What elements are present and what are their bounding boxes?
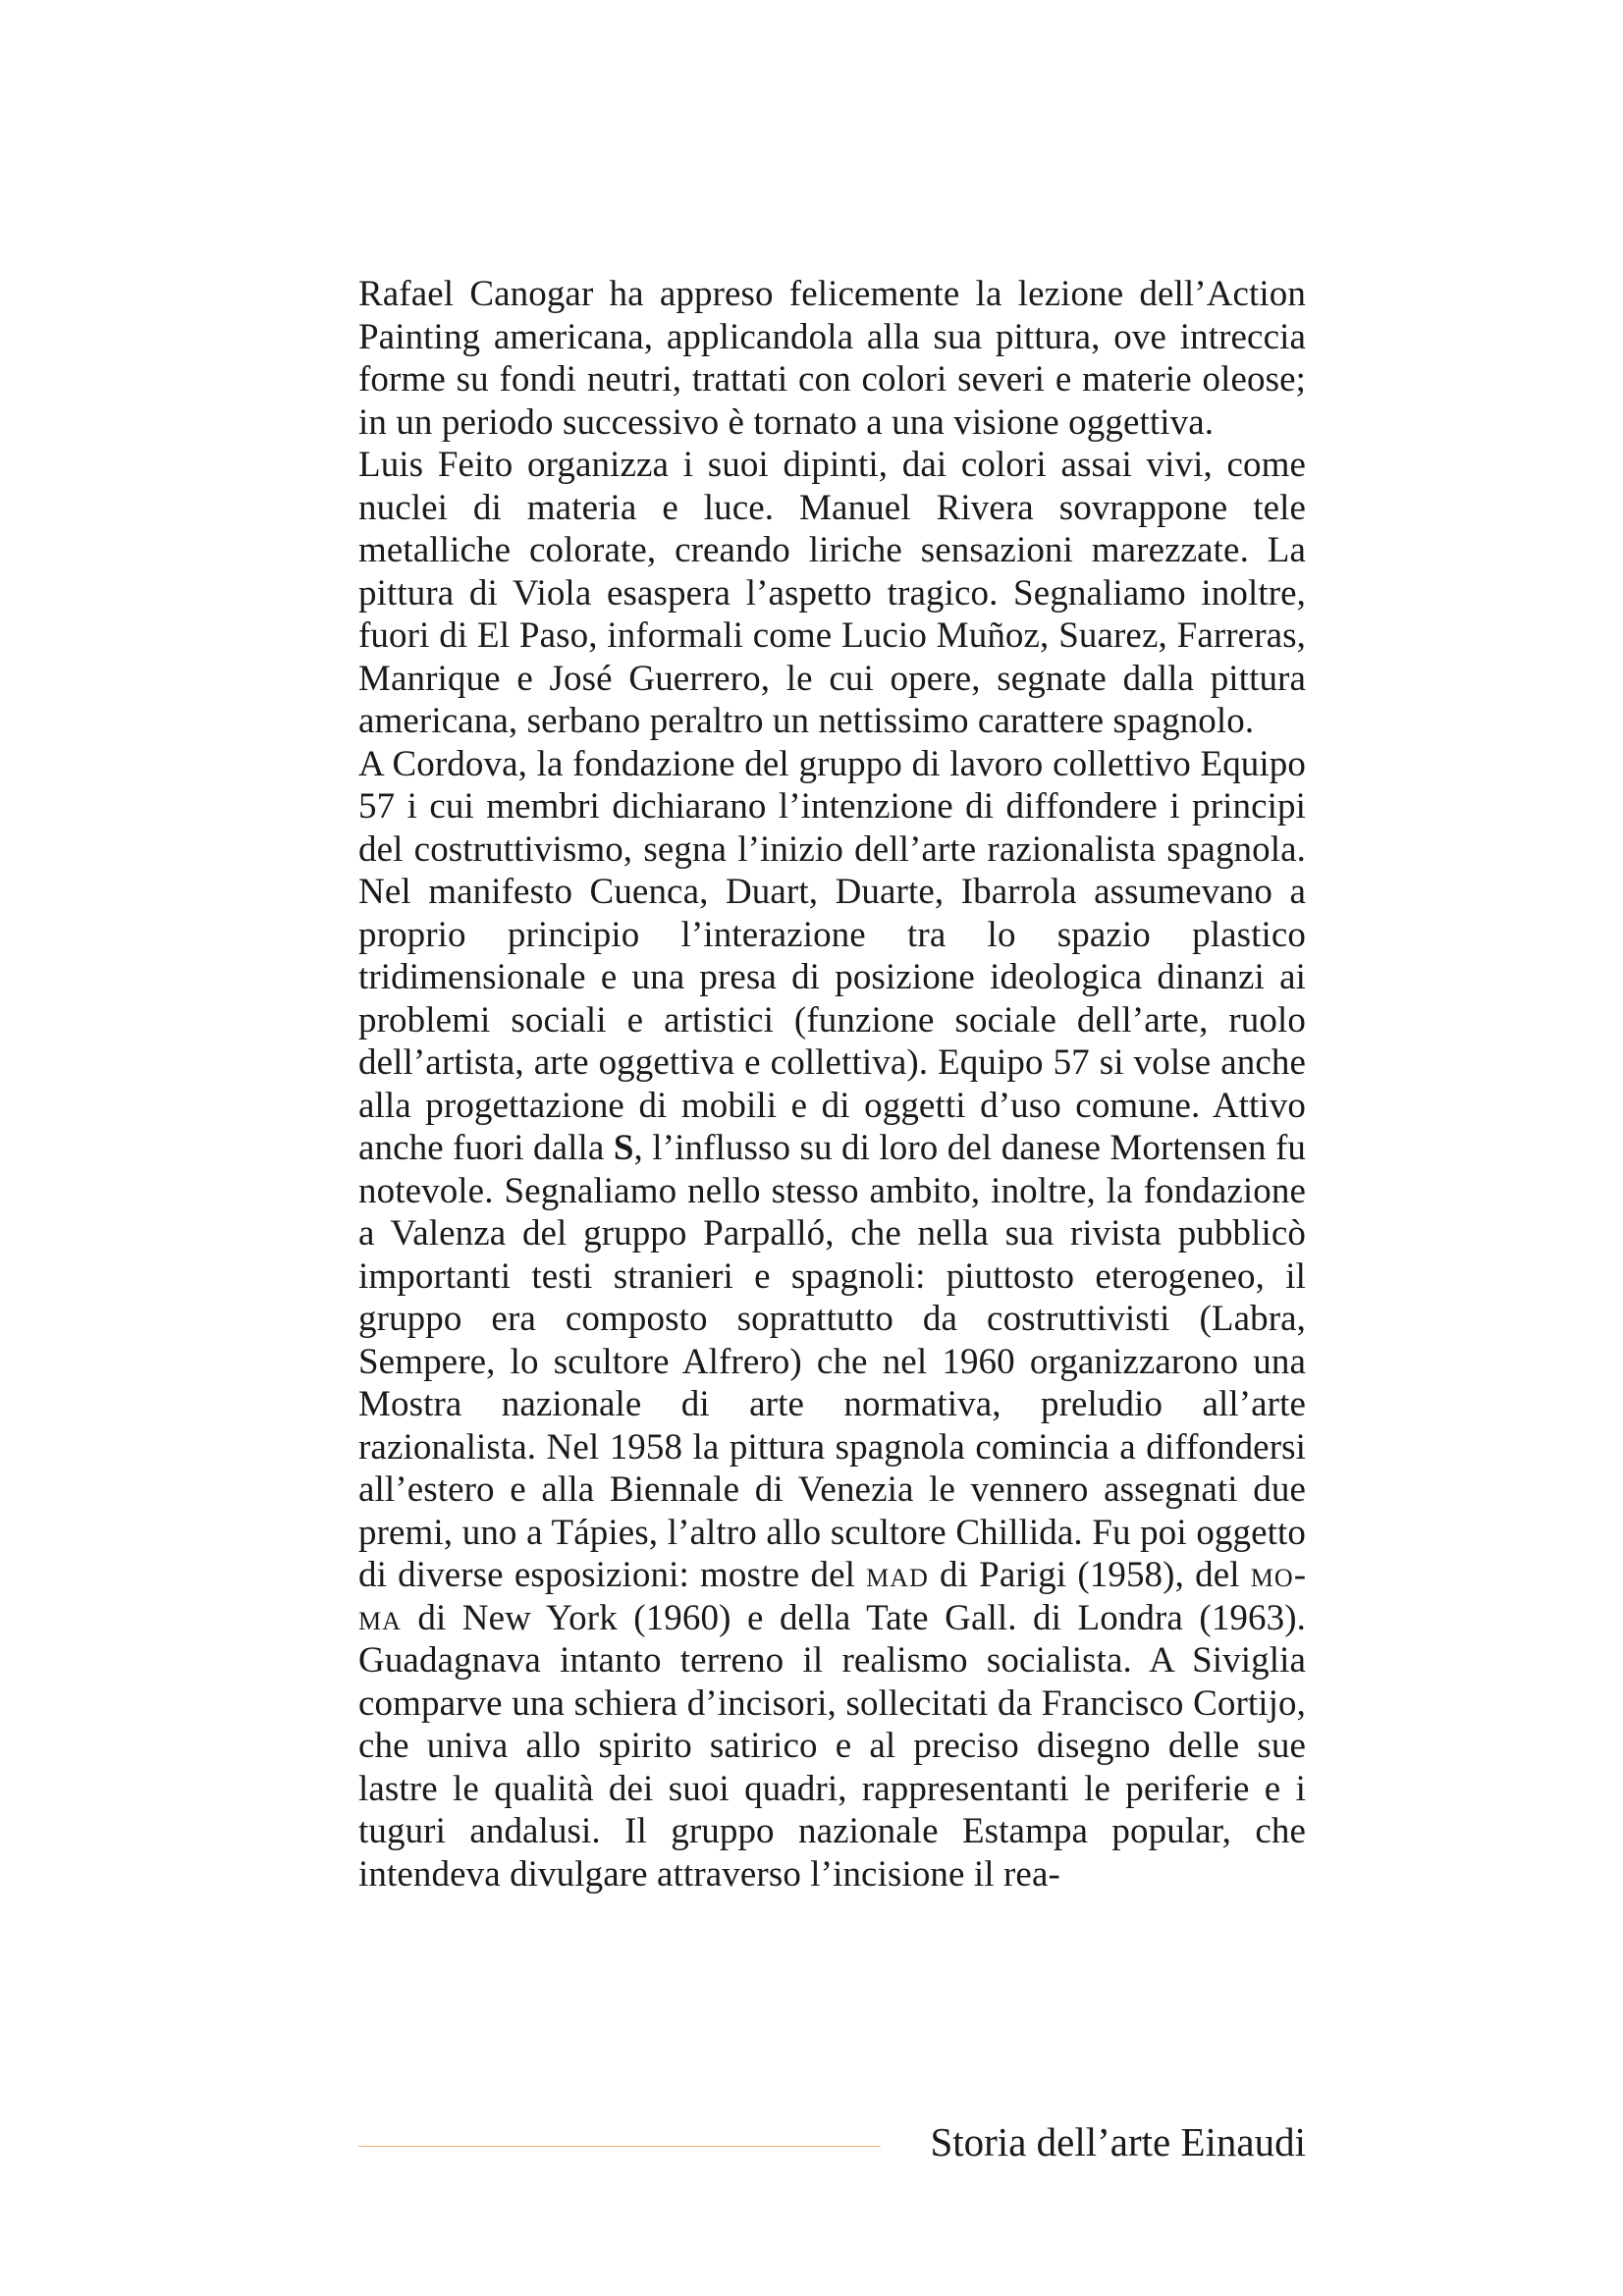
page-body xyxy=(358,273,1306,1896)
smallcaps-mad: mad xyxy=(866,1555,929,1595)
footer-rule xyxy=(358,2146,881,2147)
bold-s-abbreviation: S xyxy=(613,1128,634,1168)
paragraph-feito: Luis Feito organizza i suoi dipinti, dai colori assai vivi, come nuclei di materia e luce. Manuel Rivera sovrappone tele metalliche colorate, creando liriche sensazioni marezzate. La pittura di Viola esaspera l’aspetto tragico. Segnaliamo inoltre, fuori di El Paso, informali come Lucio Muñoz, Suarez, Farreras, Manrique e José Guerrero, le cui opere, segnate dalla pittura americana, serbano peraltro un nettissimo carattere spagnolo. xyxy=(358,445,1306,741)
paragraph-canogar: Rafael Canogar ha appreso felicemente la lezione dell’Action Painting americana, applicandola alla sua pittura, ove intreccia forme su fondi neutri, trattati con colori severi e materie oleose; in un periodo successivo è tornato a una visione oggettiva. xyxy=(358,274,1306,443)
paragraph-cordova-part-3: di Parigi (1958), del xyxy=(928,1555,1251,1595)
paragraph-cordova-part-4: di New York (1960) e della Tate Gall. di Londra (1963). Guadagnava intanto terreno il realismo socialista. A Siviglia comparve una schiera d’incisori, sollecitati da Francisco Cortijo, che univa allo spirito satirico e al preciso disegno delle sue lastre le qualità dei suoi quadri, rappresentanti le periferie e i tuguri andalusi. Il gruppo nazionale Estampa popular, che intendeva divulgare attraverso l’incisione il rea- xyxy=(358,1597,1306,1895)
paragraph-cordova-part-1: A Cordova, la fondazione del gruppo di lavoro collettivo Equipo 57 i cui membri dichiarano l’intenzione di diffondere i principi del costruttivismo, segna l’inizio dell’arte razionalista spagnola. Nel manifesto Cuenca, Duart, Duarte, Ibarrola assumevano a proprio principio l’interazione tra lo spazio plastico tridimensionale e una presa di posizione ideologica dinanzi ai problemi sociali e artistici (funzione sociale dell’arte, ruolo dell’artista, arte oggettiva e collettiva). Equipo 57 si volse anche alla progettazione di mobili e di oggetti d’uso comune. Attivo anche fuori dalla xyxy=(358,743,1306,1168)
paragraph-cordova-part-2: , l’influsso su di loro del danese Mortensen fu notevole. Segnaliamo nello stesso ambito, inoltre, la fondazione a Valenza del gruppo Parpalló, che nella sua rivista pubblicò importanti testi stranieri e spagnoli: piuttosto eterogeneo, il gruppo era composto soprattutto da costruttivisti (Labra, Sempere, lo scultore Alfrero) che nel 1960 organizzarono una Mostra nazionale di arte normativa, preludio all’arte razionalista. Nel 1958 la pittura spagnola comincia a diffondersi all’estero e alla Biennale di Venezia le vennero assegnati due premi, uno a Tápies, l’altro allo scultore Chillida. Fu poi oggetto di diverse esposizioni: mostre del xyxy=(358,1128,1306,1595)
footer-title: Storia dell’arte Einaudi xyxy=(930,2119,1306,2164)
paragraph-cordova xyxy=(358,743,1306,1896)
smallcaps-moma: moma xyxy=(358,1555,1307,1638)
